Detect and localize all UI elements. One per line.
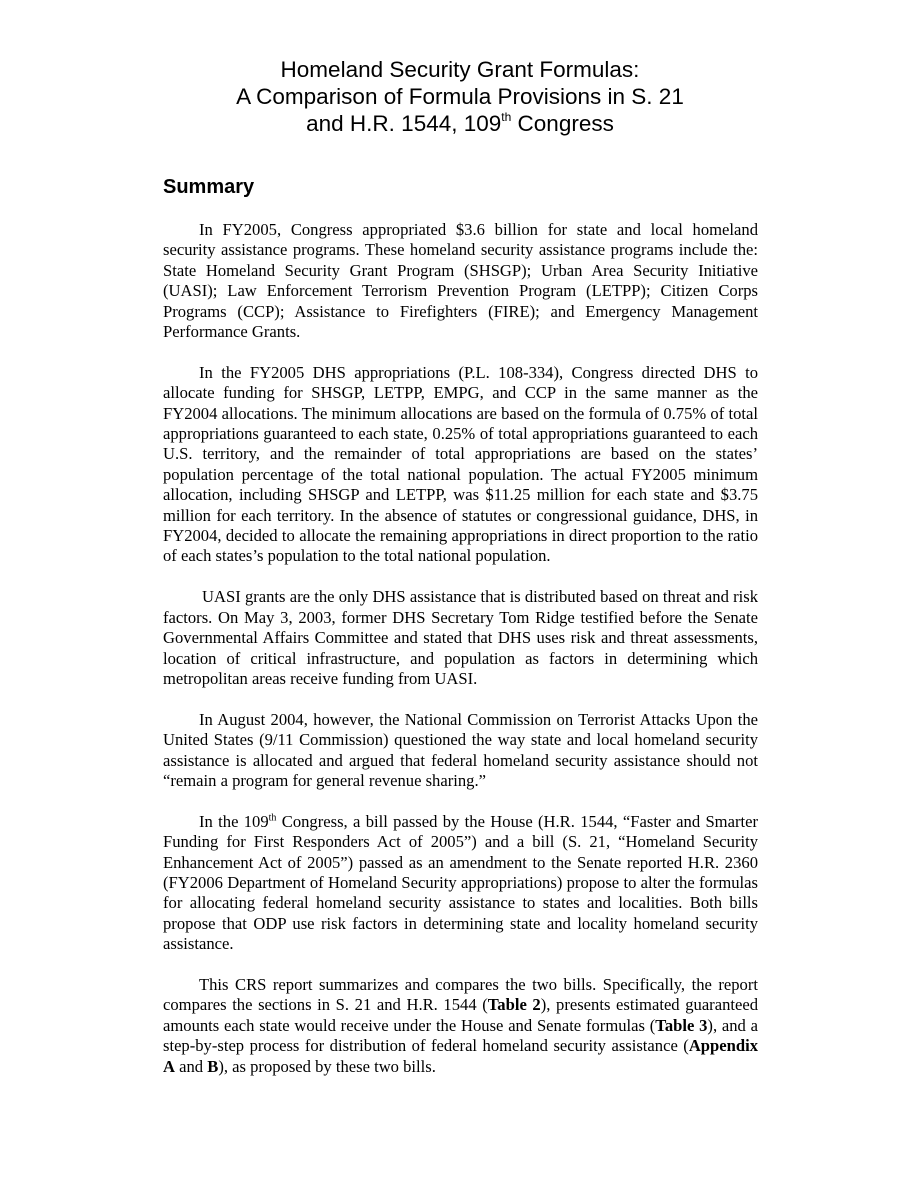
paragraph-5-suffix: Congress, a bill passed by the House (H.R. 1544, “Faster and Smarter Funding for First Responders Act of 2005”) and a bill (S. 21, “Homeland Security Enhancement Act of 2005”) passed as an amendment to the Senate reported H.R. 2360 (FY2006 Department of Homeland Security appropriations) propose to alter the formulas for allocating federal homeland security assistance to states and localities. Both bills propose that ODP use risk factors in determining state and locality homeland security assistance. — [163, 811, 758, 954]
summary-body — [163, 220, 758, 1097]
title-line-2: A Comparison of Formula Provisions in S. 21 — [236, 84, 684, 109]
paragraph-6-text-1: This CRS report summarizes and compares the two bills. Specifically, the report compares the sections in S. 21 and H.R. 1544 ( — [163, 974, 758, 1015]
paragraph-1: In FY2005, Congress appropriated $3.6 billion for state and local homeland security assistance programs. These homeland security assistance programs include the: State Homeland Security Grant Program (SHSGP); Urban Area Security Initiative (UASI); Law Enforcement Terrorism Prevention Program (LETPP); Citizen Corps Programs (CCP); Assistance to Firefighters (FIRE); and Emergency Management Performance Grants. — [163, 220, 758, 342]
paragraph-6-text-5: ), as proposed by these two bills. — [218, 1056, 436, 1076]
title-line-3-suffix: Congress — [511, 111, 614, 136]
appendix-b-reference: B — [207, 1056, 219, 1076]
paragraph-6-text-3: ), and a step-by-step process for distribution of federal homeland security assistance ( — [163, 1015, 759, 1056]
table-2-reference: Table 2 — [487, 995, 541, 1015]
paragraph-6-text-4: and — [174, 1056, 208, 1076]
table-3-reference: Table 3 — [655, 1015, 708, 1035]
title-line-3-prefix: and H.R. 1544, 109 — [306, 111, 502, 136]
paragraph-5-superscript: th — [268, 812, 277, 824]
paragraph-6-text-2: ), presents estimated guaranteed amounts each state would receive under the House and Senate formulas ( — [163, 995, 759, 1035]
paragraph-2: In the FY2005 DHS appropriations (P.L. 108-334), Congress directed DHS to allocate funding for SHSGP, LETPP, EMPG, and CCP in the same manner as the FY2004 allocations. The minimum allocations are based on the formula of 0.75% of total appropriations guaranteed to each state, 0.25% of total appropriations guaranteed to each U.S. territory, and the remainder of total appropriations are based on the states’ population percentage of the total national population. The actual FY2005 minimum allocation, including SHSGP and LETPP, was $11.25 million for each state and $3.75 million for each territory. In the absence of statutes or congressional guidance, DHS, in FY2004, decided to allocate the remaining appropriations in direct proportion to the ratio of each states’s population to the total national population. — [163, 362, 758, 566]
title-line-1: Homeland Security Grant Formulas: — [280, 57, 640, 82]
document-title — [160, 56, 760, 137]
title-line-3 — [160, 110, 760, 137]
paragraph-6 — [163, 975, 758, 1077]
title-superscript: th — [501, 109, 512, 124]
section-heading-summary: Summary — [163, 176, 255, 198]
paragraph-5-prefix: In the 109 — [199, 811, 269, 831]
paragraph-5 — [163, 812, 758, 955]
paragraph-4: In August 2004, however, the National Commission on Terrorist Attacks Upon the United States (9/11 Commission) questioned the way state and local homeland security assistance is allocated and argued that federal homeland security assistance should not “remain a program for general revenue sharing.” — [163, 709, 758, 790]
paragraph-3: UASI grants are the only DHS assistance that is distributed based on threat and risk factors. On May 3, 2003, former DHS Secretary Tom Ridge testified before the Senate Governmental Affairs Committee and stated that DHS uses risk and threat assessments, location of critical infrastructure, and population as factors in determining which metropolitan areas receive funding from UASI. — [163, 587, 758, 688]
appendix-a-reference: Appendix A — [163, 1036, 758, 1076]
